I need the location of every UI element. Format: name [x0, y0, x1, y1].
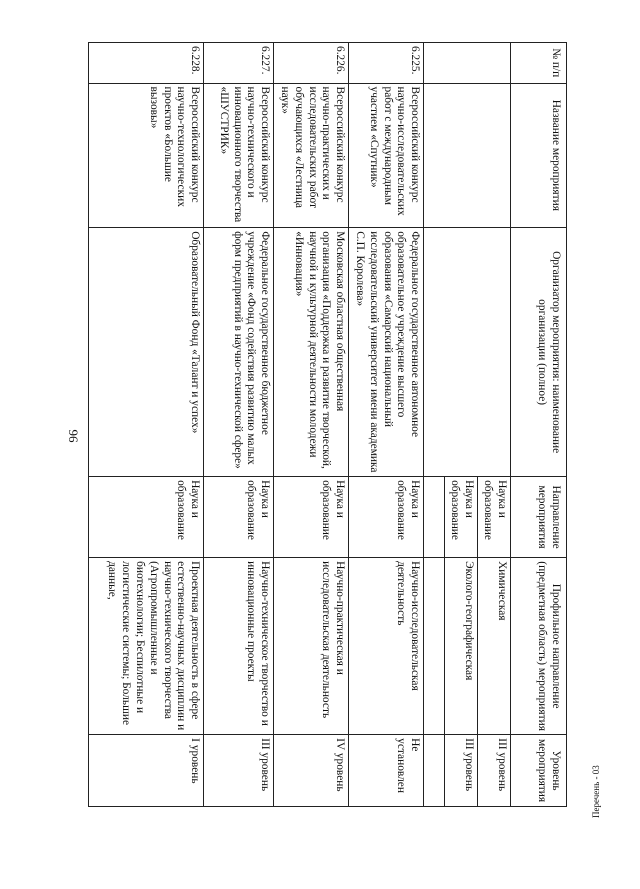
cell-level: Не установлен [349, 735, 424, 807]
cell-profile: Научно-техническое творчество и инновационные проекты [204, 558, 274, 735]
cell-event-name: Всероссийский конкурс научно-технического и инновационного творчества «ШУСТРИК» [204, 83, 274, 228]
cell-empty [424, 558, 445, 735]
cell-direction: Наука и образование [349, 477, 424, 558]
cell-organizer: Московская областная общественная организация «Поддержка и развитие творческой, научной и культурной деятельности молодежи «Инновация» [274, 228, 349, 477]
cell-empty [424, 735, 445, 807]
cell-event-name: Всероссийский конкурс научно-исследовательских работ с международным участием «Спутник» [349, 83, 424, 228]
header-event-name: Название мероприятия [511, 83, 567, 228]
cell-profile: Научно-практическая и исследовательская деятельность [274, 558, 349, 735]
cell-level: III уровень [204, 735, 274, 807]
header-profile: Профильное направление (предметная область) мероприятия [511, 558, 567, 735]
cell-level: IV уровень [274, 735, 349, 807]
rotated-table-frame [84, 42, 567, 807]
cell-event-name: Всероссийский конкурс научно-технологических проектов «Большие вызовы» [89, 83, 204, 228]
table-row [204, 43, 274, 807]
cell-profile: Научно-исследовательская деятельность [349, 558, 424, 735]
table-row [89, 43, 204, 807]
cell-name-continued [424, 83, 511, 228]
page-number: 96 [66, 429, 81, 443]
cell-direction: Наука и образование [478, 477, 511, 558]
header-number: № п/п [511, 43, 567, 84]
cell-number: 6.227. [204, 43, 274, 84]
table-row [478, 43, 511, 807]
header-direction: Направление мероприятия [511, 477, 567, 558]
cell-profile: Химическая [478, 558, 511, 735]
cell-organizer-continued [424, 228, 511, 477]
cell-profile: Проектная деятельность в сфере естественно-научных дисциплин и научно-технического творчества (Агропромышленные и биотехнологии; Беспилотные и логистические системы; Большие данные, [89, 558, 204, 735]
header-organizer: Организатор мероприятия: наименование организации (полное) [511, 228, 567, 477]
cell-number: 6.226. [274, 43, 349, 84]
cell-organizer: Федеральное государственное автономное образовательное учреждение высшего образования «Самарский национальный исследовательский университет имени академика С.П. Королева» [349, 228, 424, 477]
table-row [274, 43, 349, 807]
cell-direction: Наука и образование [445, 477, 478, 558]
cell-direction: Наука и образование [89, 477, 204, 558]
footer-note: Перечень - 03 [591, 765, 601, 818]
cell-number-continued [424, 43, 511, 84]
events-table [88, 42, 567, 807]
cell-organizer: Образовательный Фонд «Талант и успех» [89, 228, 204, 477]
cell-direction: Наука и образование [274, 477, 349, 558]
cell-level: I уровень [89, 735, 204, 807]
cell-empty [424, 477, 445, 558]
cell-event-name: Всероссийский конкурс научно-практических и исследовательских работ обучающихся «Лестница наук» [274, 83, 349, 228]
header-level: Уровень мероприятия [511, 735, 567, 807]
cell-level: III уровень [478, 735, 511, 807]
table-row [349, 43, 424, 807]
table-header-row [511, 43, 567, 807]
cell-number: 6.228. [89, 43, 204, 84]
cell-organizer: Федеральное государственное бюджетное учреждение «Фонд содействия развитию малых форм предприятий в научно-технической сфере» [204, 228, 274, 477]
cell-number: 6.225. [349, 43, 424, 84]
cell-direction: Наука и образование [204, 477, 274, 558]
cell-profile: Эколого-географическая [445, 558, 478, 735]
cell-level: III уровень [445, 735, 478, 807]
